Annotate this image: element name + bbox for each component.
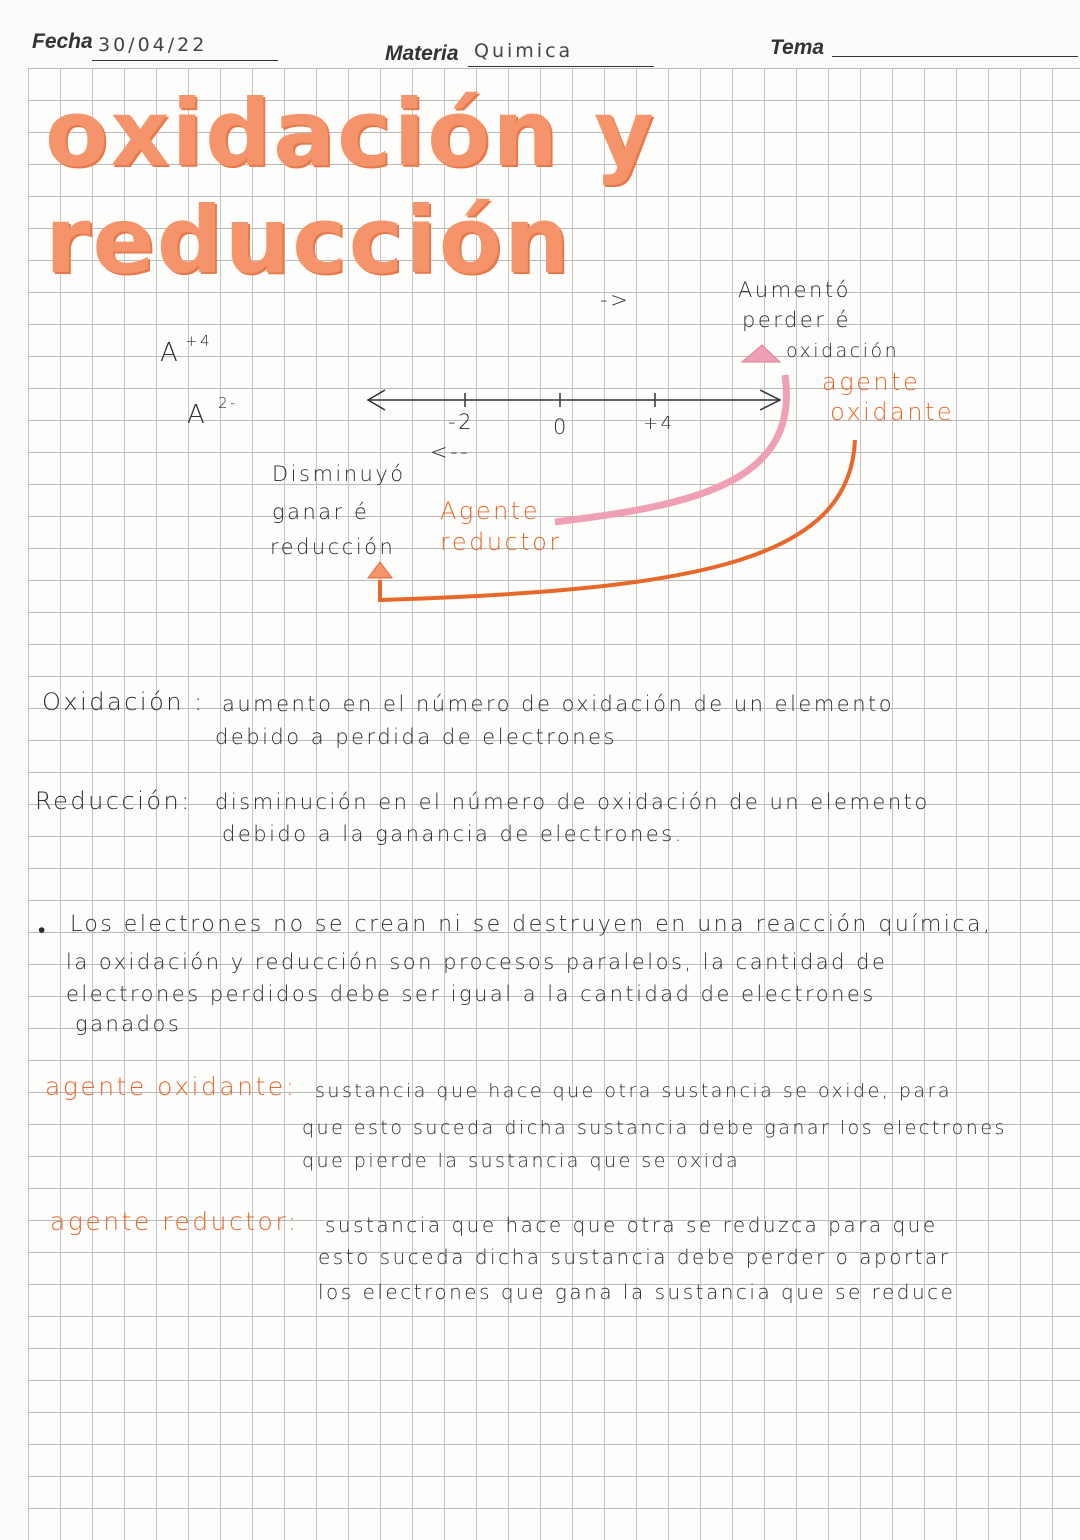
reduction-arrowhead bbox=[368, 562, 392, 578]
tema-label: Tema bbox=[770, 36, 825, 59]
tick-label: -2 bbox=[448, 410, 474, 434]
left-arrow-text: <-- bbox=[430, 440, 471, 464]
right-note: oxidación bbox=[786, 340, 900, 362]
ion-minus: A bbox=[187, 400, 208, 430]
oxidation-arrowhead bbox=[742, 345, 780, 362]
reducing-agent-label: reductor bbox=[440, 528, 562, 556]
right-note: Aumentó bbox=[738, 278, 851, 302]
ion-minus-charge: 2- bbox=[218, 394, 238, 412]
ion-plus-charge: +4 bbox=[185, 332, 213, 350]
bullet-text: electrones perdidos debe ser igual a la cantidad de electrones bbox=[66, 982, 876, 1006]
reducing-agent-definition: los electrones que gana la sustancia que se reduce bbox=[318, 1280, 956, 1304]
oxidation-definition: debido a perdida de electrones bbox=[215, 725, 617, 749]
tick-label: +4 bbox=[643, 413, 675, 434]
bullet-dot: • bbox=[38, 918, 48, 942]
reducing-agent-label: Agente bbox=[440, 497, 540, 525]
left-note: reducción bbox=[270, 535, 396, 559]
materia-value: Quimica bbox=[468, 40, 654, 67]
oxidizing-agent-definition: sustancia que hace que otra sustancia se oxide, para bbox=[315, 1080, 953, 1102]
reduction-definition: debido a la ganancia de electrones. bbox=[222, 822, 684, 846]
bullet-text: la oxidación y reducción son procesos paralelos, la cantidad de bbox=[66, 950, 888, 974]
right-arrow-text: -> bbox=[600, 288, 631, 312]
oxidizing-agent-label: oxidante bbox=[830, 398, 955, 426]
reduction-definition: disminución en el número de oxidación de un elemento bbox=[215, 790, 930, 814]
fecha-value: 30/04/22 bbox=[92, 34, 278, 61]
reducing-agent-term: agente reductor: bbox=[50, 1207, 299, 1236]
right-note: perder é bbox=[742, 308, 851, 332]
left-note: Disminuyó bbox=[272, 462, 406, 486]
oxidizing-agent-definition: que esto suceda dicha sustancia debe ganar los electrones bbox=[302, 1117, 1007, 1139]
ion-plus: A bbox=[160, 338, 181, 368]
oxidizing-agent-label: agente bbox=[822, 368, 921, 396]
tick-label: 0 bbox=[553, 415, 569, 439]
oxidizing-agent-definition: que pierde la sustancia que se oxida bbox=[302, 1150, 741, 1172]
reducing-agent-definition: sustancia que hace que otra se reduzca para que bbox=[325, 1213, 938, 1237]
reducing-agent-definition: esto suceda dicha sustancia debe perder o aportar bbox=[318, 1245, 951, 1269]
fecha-label: Fecha bbox=[32, 30, 93, 53]
oxidation-term: Oxidación : bbox=[42, 688, 205, 716]
bullet-text: Los electrones no se crean ni se destruyen en una reacción química, bbox=[70, 912, 993, 937]
page-title: oxidación y reducción bbox=[45, 80, 656, 294]
left-note: ganar é bbox=[272, 500, 370, 524]
bullet-text: ganados bbox=[75, 1012, 182, 1036]
oxidizing-agent-term: agente oxidante: bbox=[45, 1072, 297, 1101]
oxidation-definition: aumento en el número de oxidación de un elemento bbox=[222, 692, 895, 716]
oxidation-arrow bbox=[555, 375, 786, 522]
materia-label: Materia bbox=[385, 42, 459, 65]
reduction-term: Reducción: bbox=[35, 787, 192, 815]
